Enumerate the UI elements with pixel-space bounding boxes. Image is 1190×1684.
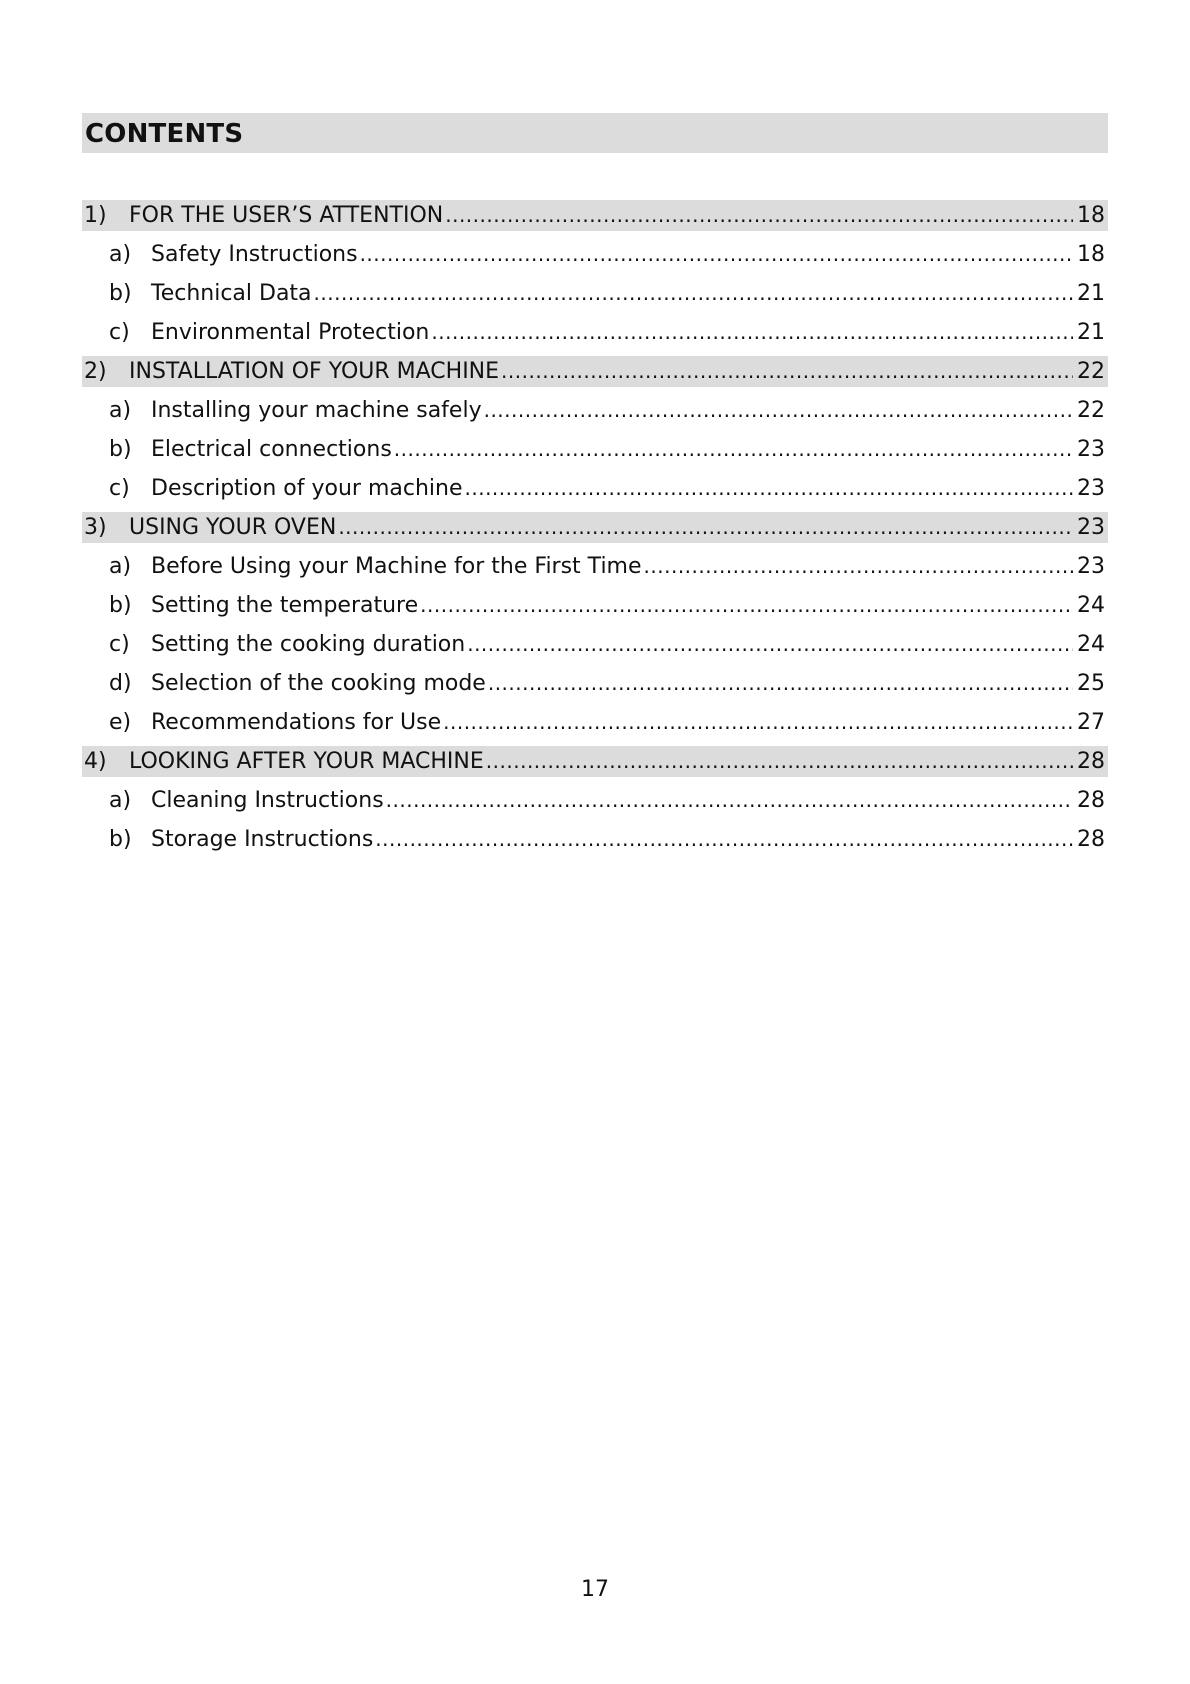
toc-page-ref: 27 xyxy=(1077,710,1105,735)
toc-leader-dots xyxy=(420,595,1073,617)
toc-section[interactable] xyxy=(82,746,1108,777)
toc-item-label: Storage Instructions xyxy=(151,827,374,852)
toc-item-label: Installing your machine safely xyxy=(151,398,482,423)
toc-item-letter: c) xyxy=(109,632,130,657)
toc-item[interactable] xyxy=(82,625,1108,664)
toc-page-ref: 28 xyxy=(1077,788,1105,813)
toc-page-ref: 21 xyxy=(1077,281,1105,306)
toc-item[interactable] xyxy=(82,430,1108,469)
toc-item-letter: b) xyxy=(109,827,132,852)
toc-page-ref: 23 xyxy=(1077,437,1105,462)
toc-page-ref: 21 xyxy=(1077,320,1105,345)
toc-leader-dots xyxy=(360,244,1073,266)
toc-item-letter: a) xyxy=(109,242,132,267)
toc-page-ref: 23 xyxy=(1077,554,1105,579)
toc-item-letter: e) xyxy=(109,710,132,735)
toc-item[interactable] xyxy=(82,664,1108,703)
toc-item-label: Setting the cooking duration xyxy=(151,632,466,657)
toc-leader-dots xyxy=(484,400,1073,422)
toc-item-letter: a) xyxy=(109,788,132,813)
toc-section-number: 3) xyxy=(84,515,107,540)
toc-item-letter: c) xyxy=(109,320,130,345)
toc-item-letter: b) xyxy=(109,593,132,618)
toc-section-label: USING YOUR OVEN xyxy=(129,515,337,540)
toc-item-label: Environmental Protection xyxy=(151,320,430,345)
table-of-contents xyxy=(82,200,1108,859)
toc-leader-dots xyxy=(488,673,1073,695)
toc-leader-dots xyxy=(445,205,1073,227)
toc-item[interactable] xyxy=(82,586,1108,625)
toc-page-ref: 23 xyxy=(1077,515,1105,540)
toc-page-ref: 18 xyxy=(1077,203,1105,228)
toc-item[interactable] xyxy=(82,235,1108,274)
toc-leader-dots xyxy=(467,634,1073,656)
toc-section-number: 4) xyxy=(84,749,107,774)
toc-item[interactable] xyxy=(82,820,1108,859)
toc-item-letter: d) xyxy=(109,671,132,696)
toc-section[interactable] xyxy=(82,356,1108,387)
toc-page-ref: 23 xyxy=(1077,476,1105,501)
toc-item[interactable] xyxy=(82,274,1108,313)
toc-section[interactable] xyxy=(82,200,1108,231)
toc-leader-dots xyxy=(465,478,1074,500)
page-title: CONTENTS xyxy=(85,119,244,149)
toc-leader-dots xyxy=(386,790,1073,812)
toc-item-label: Before Using your Machine for the First Time xyxy=(151,554,642,579)
toc-item[interactable] xyxy=(82,781,1108,820)
toc-item-letter: c) xyxy=(109,476,130,501)
toc-page-ref: 22 xyxy=(1077,359,1105,384)
toc-leader-dots xyxy=(486,751,1073,773)
toc-item-letter: b) xyxy=(109,437,132,462)
toc-leader-dots xyxy=(501,361,1073,383)
toc-section-label: FOR THE USER’S ATTENTION xyxy=(129,203,444,228)
toc-leader-dots xyxy=(644,556,1073,578)
toc-item-label: Electrical connections xyxy=(151,437,392,462)
toc-item[interactable] xyxy=(82,313,1108,352)
toc-leader-dots xyxy=(338,517,1073,539)
toc-item-label: Description of your machine xyxy=(151,476,463,501)
toc-page-ref: 18 xyxy=(1077,242,1105,267)
toc-page-ref: 28 xyxy=(1077,749,1105,774)
toc-page-ref: 22 xyxy=(1077,398,1105,423)
page-number: 17 xyxy=(581,1577,609,1602)
toc-item[interactable] xyxy=(82,391,1108,430)
contents-title-bar xyxy=(82,113,1108,153)
toc-item[interactable] xyxy=(82,703,1108,742)
toc-section-number: 2) xyxy=(84,359,107,384)
toc-item-letter: b) xyxy=(109,281,132,306)
toc-leader-dots xyxy=(443,712,1073,734)
toc-page-ref: 28 xyxy=(1077,827,1105,852)
toc-section-label: INSTALLATION OF YOUR MACHINE xyxy=(129,359,500,384)
toc-section[interactable] xyxy=(82,512,1108,543)
toc-page-ref: 25 xyxy=(1077,671,1105,696)
toc-item-label: Safety Instructions xyxy=(151,242,358,267)
toc-leader-dots xyxy=(314,283,1073,305)
toc-item-label: Cleaning Instructions xyxy=(151,788,384,813)
toc-item-label: Technical Data xyxy=(151,281,312,306)
toc-leader-dots xyxy=(394,439,1073,461)
toc-section-label: LOOKING AFTER YOUR MACHINE xyxy=(129,749,484,774)
toc-leader-dots xyxy=(431,322,1073,344)
toc-page-ref: 24 xyxy=(1077,593,1105,618)
toc-item[interactable] xyxy=(82,469,1108,508)
toc-item-letter: a) xyxy=(109,554,132,579)
toc-leader-dots xyxy=(375,829,1073,851)
toc-item-label: Recommendations for Use xyxy=(151,710,442,735)
toc-item[interactable] xyxy=(82,547,1108,586)
toc-section-number: 1) xyxy=(84,203,107,228)
toc-item-label: Selection of the cooking mode xyxy=(151,671,486,696)
toc-item-letter: a) xyxy=(109,398,132,423)
toc-page-ref: 24 xyxy=(1077,632,1105,657)
toc-item-label: Setting the temperature xyxy=(151,593,419,618)
